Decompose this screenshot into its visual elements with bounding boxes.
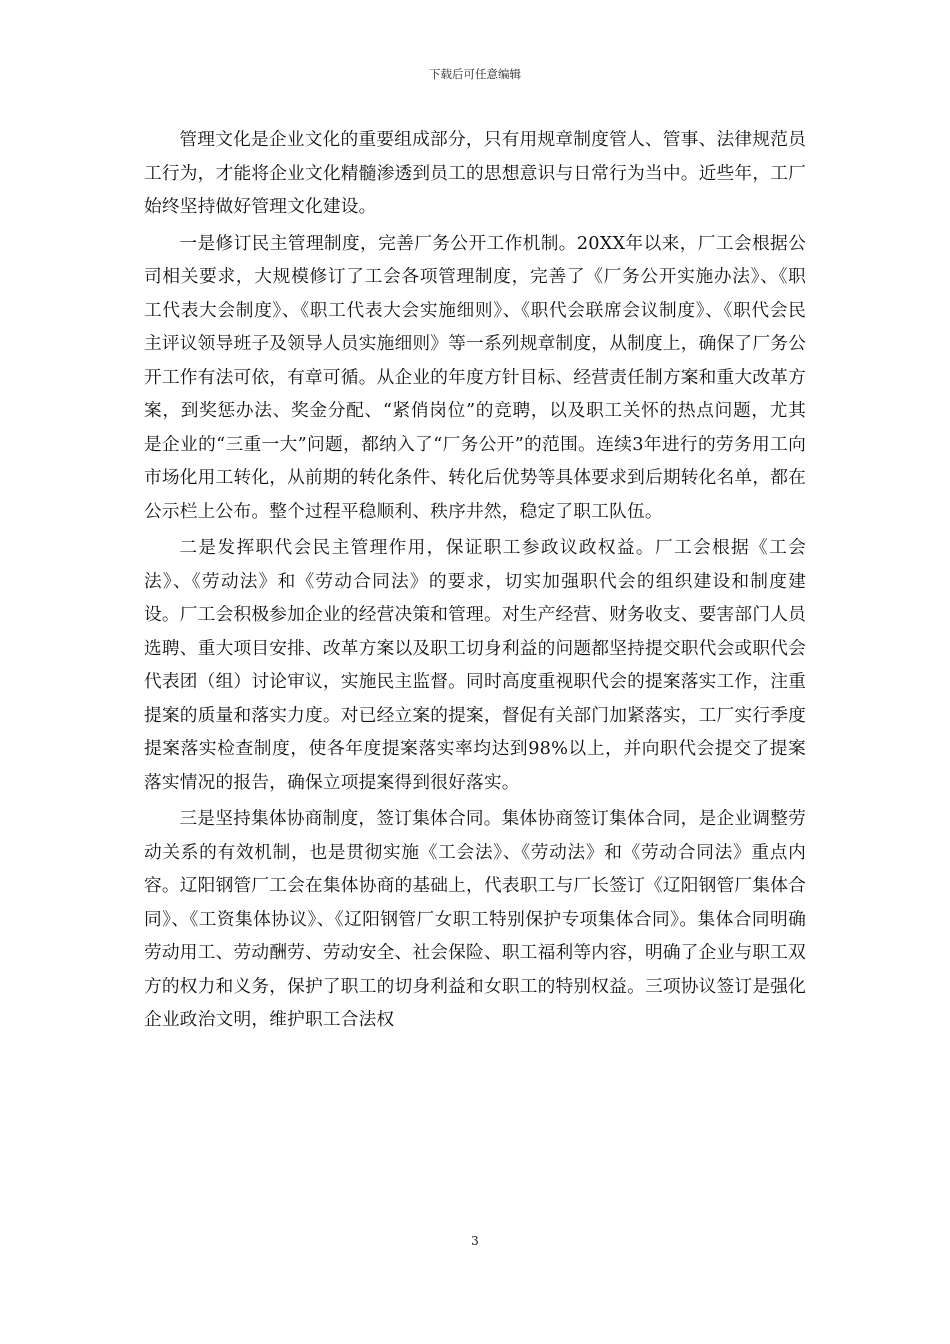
page-number: 3 <box>471 1234 479 1248</box>
paragraph-management-culture: 管理文化是企业文化的重要组成部分，只有用规章制度管人、管事、法律规范员工行为，才能将企业文化精髓渗透到员工的思想意识与日常行为当中。近些年，工厂始终坚持做好管理文化建设。 <box>144 130 806 217</box>
body-text <box>144 124 806 1041</box>
paragraph-collective-contract: 三是坚持集体协商制度，签订集体合同。集体协商签订集体合同，是企业调整劳动关系的有效机制，也是贯彻实施《工会法》、《劳动法》和《劳动合同法》重点内容。辽阳钢管厂工会在集体协商的基础上，代表职工与厂长签订《辽阳钢管厂集体合同》、《工资集体协议》、《辽阳钢管厂女职工特别保护专项集体合同》。集体合同明确劳动用工、劳动酬劳、劳动安全、社会保险、职工福利等内容，明确了企业与职工双方的权力和义务，保护了职工的切身利益和女职工的特别权益。三项协议签订是强化企业政治文明，维护职工合法权 <box>144 809 806 1030</box>
paragraph-workers-congress: 二是发挥职代会民主管理作用，保证职工参政议政权益。厂工会根据《工会法》、《劳动法》和《劳动合同法》的要求，切实加强职代会的组织建设和制度建设。厂工会积极参加企业的经营决策和管理。对生产经营、财务收支、要害部门人员选聘、重大项目安排、改革方案以及职工切身利益的问题都坚持提交职代会或职代会代表团（组）讨论审议，实施民主监督。同时高度重视职代会的提案落实工作，注重提案的质量和落实力度。对已经立案的提案，督促有关部门加紧落实，工厂实行季度提案落实检查制度，使各年度提案落实率均达到98%以上，并向职代会提交了提案落实情况的报告，确保立项提案得到很好落实。 <box>144 538 806 793</box>
paragraph-democratic-management: 一是修订民主管理制度，完善厂务公开工作机制。20XX年以来，厂工会根据公司相关要求，大规模修订了工会各项管理制度，完善了《厂务公开实施办法》、《职工代表大会制度》、《职工代表大会实施细则》、《职代会联席会议制度》、《职代会民主评议领导班子及领导人员实施细则》等一系列规章制度，从制度上，确保了厂务公开工作有法可依，有章可循。从企业的年度方针目标、经营责任制方案和重大改革方案，到奖惩办法、奖金分配、“紧俏岗位”的竞聘，以及职工关怀的热点问题，尤其是企业的“三重一大”问题，都纳入了“厂务公开”的范围。连续3年进行的劳务用工向市场化用工转化，从前期的转化条件、转化后优势等具体要求到后期转化名单，都在公示栏上公布。整个过程平稳顺利、秩序井然，稳定了职工队伍。 <box>144 233 806 522</box>
page-header: 下载后可任意编辑 <box>429 67 521 81</box>
